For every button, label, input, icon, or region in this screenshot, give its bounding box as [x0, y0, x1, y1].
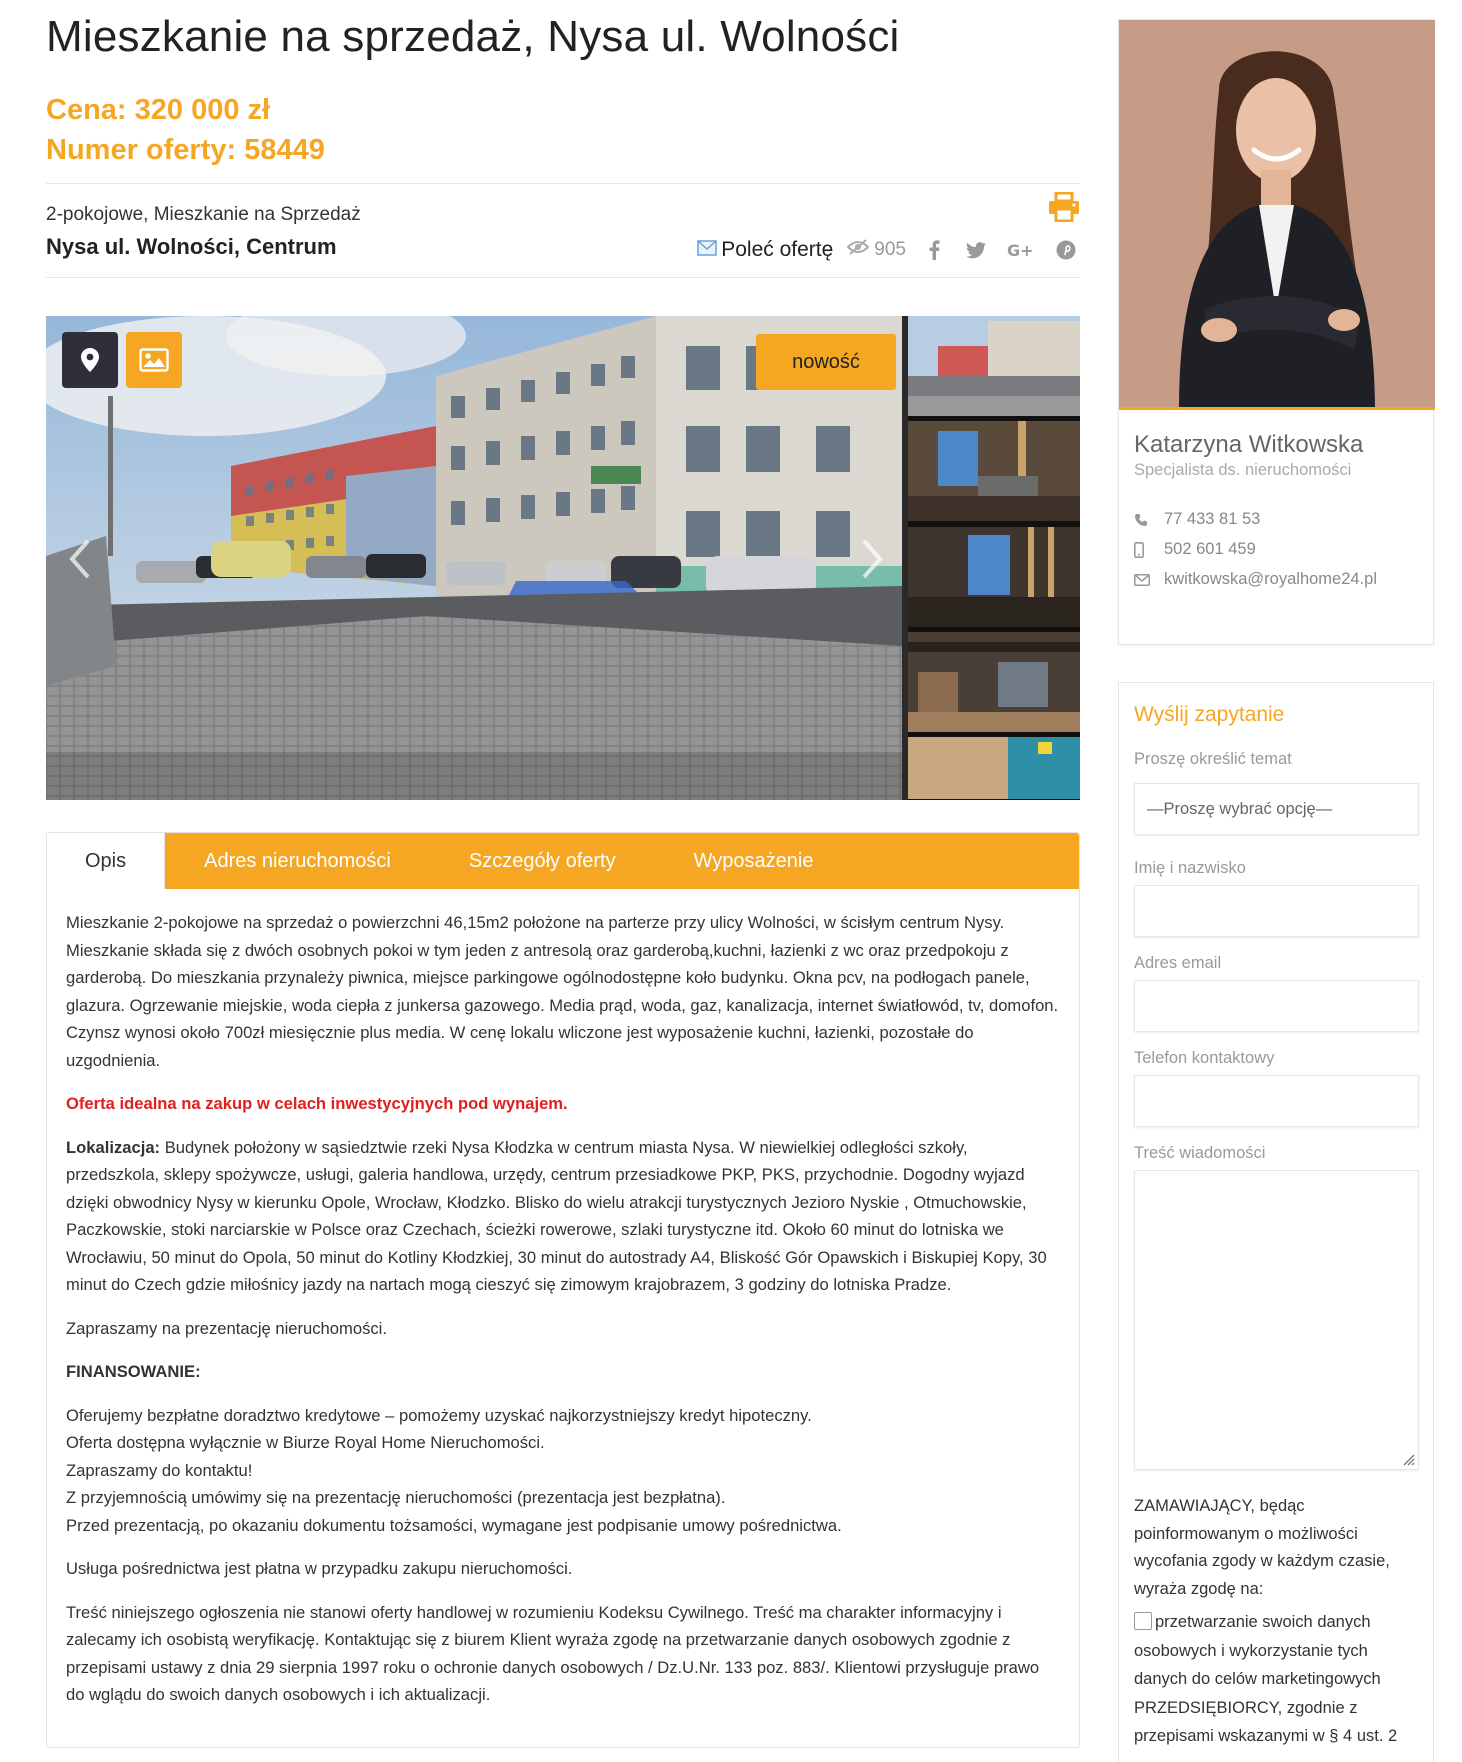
- thumbnail[interactable]: [908, 632, 1080, 733]
- agent-role: Specjalista ds. nieruchomości: [1134, 461, 1352, 479]
- message-textarea[interactable]: [1134, 1170, 1419, 1470]
- resize-handle-icon[interactable]: [1401, 1452, 1415, 1466]
- legal-disclaimer: Treść niniejszego ogłoszenia nie stanowi oferty handlowej w rozumieniu Kodeksu Cywilnego. Treść ma charakter informacyjny i zalecamy ich osobistą weryfikację. Kontaktując się z biurem Klient wyraża zgodę na przetwarzanie danych osobowych zgodnie z przepisami ustawy z dnia 29 sierpnia 1997 roku o ochronie danych osobowych / Dz.U.Nr. 133 poz. 883/. Klientowi przysługuje prawo do wglądu do swoich danych osobowych i ich aktualizacji.: [66, 1602, 1040, 1704]
- agent-email-value: kwitkowska@royalhome24.pl: [1164, 570, 1378, 588]
- mobile-icon: [1134, 542, 1164, 558]
- topic-select[interactable]: [1134, 783, 1419, 835]
- name-label: Imię i nazwisko: [1134, 859, 1246, 877]
- svg-text:G+: G+: [1007, 241, 1034, 259]
- listing-price: Cena: 320 000 zł: [46, 94, 271, 126]
- tab-equipment[interactable]: Wyposażenie: [693, 849, 814, 872]
- location-paragraph: [66, 1134, 1060, 1299]
- thumbnail-strip: [908, 316, 1080, 800]
- map-pin-icon[interactable]: [62, 332, 118, 388]
- main-photo[interactable]: [46, 316, 902, 800]
- phone-icon: [1134, 513, 1164, 527]
- thumbnail[interactable]: [908, 737, 1080, 800]
- thumbnail[interactable]: [908, 527, 1080, 628]
- financing-line: Oferujemy bezpłatne doradztwo kredytowe – pomożemy uzyskać najkorzystniejszy kredyt hipoteczny.: [66, 1405, 812, 1425]
- print-icon[interactable]: [1048, 192, 1080, 222]
- agent-phone[interactable]: [1134, 510, 1260, 529]
- eye-icon: [847, 239, 869, 261]
- divider: [46, 183, 1080, 184]
- envelope-icon: [697, 238, 717, 262]
- financing-line: Zapraszamy do kontaktu!: [66, 1460, 253, 1480]
- financing-line: Przed prezentacją, po okazaniu dokumentu tożsamości, wymagane jest podpisanie umowy pośrednictwa.: [66, 1515, 842, 1535]
- email-input[interactable]: [1134, 980, 1419, 1032]
- details-tabs: [46, 832, 1080, 1748]
- investment-highlight: Oferta idealna na zakup w celach inwestycyjnych pod wynajem.: [66, 1094, 568, 1113]
- consent-marketing: [1134, 1608, 1419, 1751]
- listing-type: 2-pokojowe, Mieszkanie na Sprzedaż: [46, 204, 361, 225]
- location-text: Budynek położony w sąsiedztwie rzeki Nysa Kłodzka w centrum miasta Nysa. W niewielkiej odległości szkoły, przedszkola, sklepy spożywcze, usługi, galeria handlowa, urzędy, centrum przesiadkowe PKP, PKS, przychodnie. Dogodny wyjazd dzięki obwodnicy Nysy w kierunku Opole, Wrocław, Kłodzko. Blisko do wielu atrakcji turystycznych Jezioro Nyskie , Otmuchowskie, Paczkowskie, stoki narciarskie w Polsce oraz Czechach, ścieżki rowerowe, szlaki turystyczne itd. Około 60 minut do lotniska we Wrocławiu, 50 minut do Opola, 50 minut do Kotliny Kłodzkiej, 30 minut do autostrady A4, Bliskość Gór Opawskich i Biskupiej Kopy, 30 minut do Czech gdzie miłośnicy jazdy na nartach mogą cieszyć się zimowym krajobrazem, 3 godziny do lotniska Pradze.: [66, 1137, 1047, 1294]
- view-count: [847, 239, 906, 261]
- pinterest-icon[interactable]: [1052, 236, 1080, 264]
- twitter-icon[interactable]: [962, 236, 990, 264]
- email-label: Adres email: [1134, 954, 1222, 972]
- photo-gallery: [46, 316, 1080, 800]
- consent-marketing-text: przetwarzanie swoich danych osobowych i wykorzystanie tych danych do celów marketingowych PRZEDSIĘBIORCY, zgodnie z przepisami wskazanymi w § 4 ust. 2: [1134, 1613, 1398, 1745]
- phone-label: Telefon kontaktowy: [1134, 1049, 1275, 1067]
- fee-note: Usługa pośrednictwa jest płatna w przypadku zakupu nieruchomości.: [66, 1559, 573, 1578]
- tab-address[interactable]: Adres nieruchomości: [204, 849, 391, 872]
- inquiry-form: [1118, 682, 1434, 1762]
- photo-caption-strip: [46, 752, 902, 800]
- thumbnail[interactable]: [908, 316, 1080, 417]
- new-badge: nowość: [756, 334, 896, 390]
- financing-line: Oferta dostępna wyłącznie w Biurze Royal Home Nieruchomości.: [66, 1433, 545, 1452]
- financing-heading: FINANSOWANIE:: [66, 1362, 201, 1381]
- listing-address: Nysa ul. Wolności, Centrum: [46, 234, 337, 259]
- topic-select-value: —Proszę wybrać opcję—: [1147, 799, 1333, 818]
- thumbnail[interactable]: [908, 421, 1080, 522]
- recommend-offer-button[interactable]: [697, 238, 833, 262]
- recommend-offer-label: Poleć ofertę: [721, 238, 834, 261]
- image-icon[interactable]: [126, 332, 182, 388]
- description-panel: [47, 889, 1079, 1709]
- description-paragraph: Mieszkanie 2-pokojowe na sprzedaż o powierzchni 46,15m2 położone na parterze przy ulicy Wolności, w ścisłym centrum Nysy. Mieszkanie składa się z dwóch osobnych pokoi w tym jeden z antresolą oraz garderobą,kuchni, łazienki z wc oraz przedpokoju z garderobą. Do mieszkania przynależy piwnica, miejsce parkingowe ogólnodostępne koło budynku. Okna pcv, na podłogach panele, glazura. Ogrzewanie miejskie, woda ciepła z junkersa gazowego. Media prąd, woda, gaz, kanalizacja, internet światłowód, tv, domofon. Czynsz wynosi około 700zł miesięcznie plus media. W cenę lokalu wliczone jest wyposażenie kuchni, łazienki, pozostałe do uzgodnienia.: [66, 913, 1059, 1070]
- view-count-value: 905: [874, 239, 906, 260]
- message-label: Treść wiadomości: [1134, 1144, 1266, 1162]
- consent-intro: ZAMAWIAJĄCY, będąc poinformowanym o możliwości wycofania zgody w każdym czasie, wyraża zgodę na:: [1134, 1497, 1390, 1598]
- topic-label: Proszę określić temat: [1134, 750, 1292, 768]
- form-title: Wyślij zapytanie: [1134, 703, 1285, 726]
- agent-card: [1118, 19, 1434, 645]
- agent-mobile-value: 502 601 459: [1164, 540, 1256, 558]
- listing-title: Mieszkanie na sprzedaż, Nysa ul. Wolności: [46, 12, 900, 61]
- prev-photo-icon[interactable]: [60, 534, 100, 584]
- tab-description[interactable]: Opis: [47, 833, 165, 889]
- invitation-text: Zapraszamy na prezentację nieruchomości.: [66, 1318, 387, 1338]
- location-label: Lokalizacja:: [66, 1137, 161, 1157]
- listing-actions: [697, 236, 1080, 264]
- next-photo-icon[interactable]: [852, 534, 892, 584]
- consent-marketing-checkbox[interactable]: [1134, 1612, 1152, 1630]
- divider: [46, 277, 1080, 278]
- financing-paragraph: [66, 1402, 1060, 1540]
- agent-photo: [1119, 20, 1435, 410]
- phone-input[interactable]: [1134, 1075, 1419, 1127]
- agent-mobile[interactable]: [1134, 540, 1256, 559]
- google-plus-icon[interactable]: [1004, 236, 1038, 264]
- tab-bar: [47, 833, 1079, 889]
- tab-offer-details[interactable]: Szczegóły oferty: [468, 849, 616, 872]
- envelope-icon: [1134, 574, 1164, 586]
- agent-email[interactable]: [1134, 570, 1377, 589]
- agent-name: Katarzyna Witkowska: [1134, 431, 1364, 458]
- agent-phone-value: 77 433 81 53: [1164, 510, 1261, 528]
- financing-line: Z przyjemnością umówimy się na prezentację nieruchomości (prezentacja jest bezpłatna).: [66, 1488, 726, 1507]
- facebook-icon[interactable]: [920, 236, 948, 264]
- name-input[interactable]: [1134, 885, 1419, 937]
- offer-number: Numer oferty: 58449: [46, 134, 325, 166]
